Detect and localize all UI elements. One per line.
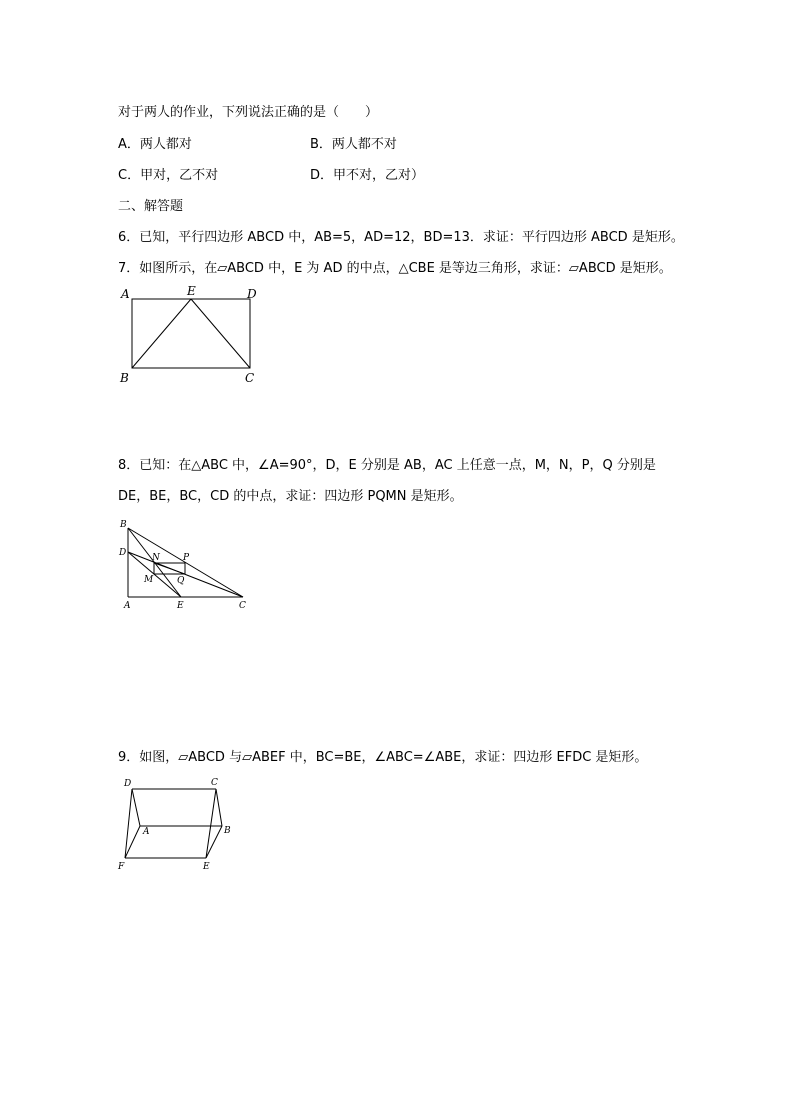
fig8-label-c: C [239,601,246,611]
figure-7 [115,282,265,387]
fig8-label-e: E [177,601,184,611]
fig8-label-b: B [120,520,127,530]
fig8-label-n: N [152,553,160,563]
fig7-segment-ce [191,299,250,368]
question-7: 7．如图所示，在▱ABCD 中，E 为 AD 的中点，△CBE 是等边三角形，求证：▱ABCD 是矩形。 [118,261,672,276]
fig8-label-d: D [119,548,127,558]
question-8-line-2: DE，BE，BC，CD 的中点，求证：四边形 PQMN 是矩形。 [118,489,463,504]
fig8-label-a: A [124,601,131,611]
question-9: 9．如图，▱ABCD 与▱ABEF 中，BC=BE，∠ABC=∠ABE，求证：四边形 EFDC 是矩形。 [118,750,648,765]
fig8-label-p: P [183,553,190,563]
fig7-label-d: D [247,287,257,301]
option-c: C．甲对，乙不对 [118,168,219,183]
fig9-edge-cb [216,789,222,826]
fig9-label-e: E [203,862,210,872]
fig9-label-d: D [124,779,132,789]
figure-9 [115,773,245,878]
fig9-label-b: B [224,826,231,836]
question-8-line-1: 8．已知：在△ABC 中，∠A=90°，D，E 分别是 AB，AC 上任意一点，M，N，P，Q 分别是 [118,458,656,473]
fig9-label-f: F [118,862,125,872]
fig9-edge-fd [125,789,132,858]
question-6: 6．已知，平行四边形 ABCD 中，AB=5，AD=12，BD=13．求证：平行四边形 ABCD 是矩形。 [118,230,684,245]
fig7-label-a: A [121,287,130,301]
fig7-label-e: E [187,284,196,298]
fig8-label-q: Q [177,576,185,586]
fig9-edge-da [132,789,140,826]
fig7-segment-be [132,299,191,368]
option-d: D．甲不对，乙对） [310,168,425,183]
option-b: B．两人都不对 [310,137,397,152]
section-title: 二、解答题 [118,199,184,214]
fig8-label-m: M [144,575,154,585]
fig7-rectangle [132,299,250,368]
figure-8 [115,515,255,615]
fig9-label-c: C [211,778,218,788]
option-a: A．两人都对 [118,137,192,152]
question-stem: 对于两人的作业，下列说法正确的是（ ） [118,105,379,120]
fig9-label-a: A [143,827,150,837]
fig7-label-c: C [245,371,255,385]
fig7-label-b: B [120,371,129,385]
fig9-edge-fa [125,826,140,858]
